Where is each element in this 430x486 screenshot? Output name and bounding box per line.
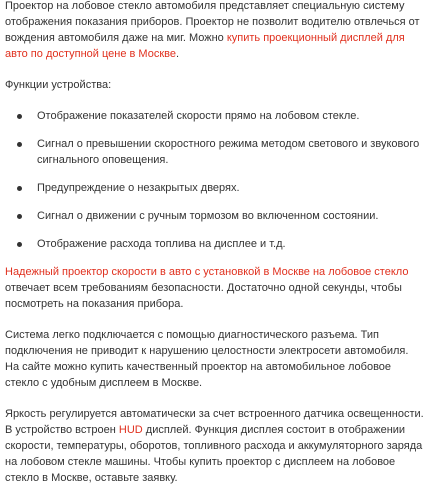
features-list bbox=[5, 108, 425, 252]
buy-projection-display-link[interactable]: купить проекционный дисплей для авто по доступной цене в Москве bbox=[5, 32, 405, 60]
bullet-icon bbox=[17, 186, 22, 191]
functions-heading: Функции устройства: bbox=[5, 79, 112, 91]
brightness-paragraph bbox=[5, 406, 425, 486]
list-item bbox=[5, 180, 425, 196]
intro-paragraph bbox=[5, 0, 425, 62]
feature-text: Отображение расхода топлива на дисплее и т.д. bbox=[37, 238, 286, 250]
list-item bbox=[5, 108, 425, 124]
intro-text: Проектор на лобовое стекло автомобиля представляет специальную систему отображения показания приборов. Проектор не позволит водителю отвлечься от вождения автомобиля даже на миг. Можно bbox=[5, 0, 420, 44]
feature-text: Сигнал о движении с ручным тормозом во включенном состоянии. bbox=[37, 210, 379, 222]
feature-text: Сигнал о превышении скоростного режима методом светового и звукового сигнального оповещения. bbox=[37, 138, 420, 166]
list-item bbox=[5, 136, 425, 168]
bullet-icon bbox=[17, 242, 22, 247]
bullet-icon bbox=[17, 214, 22, 219]
list-item bbox=[5, 208, 425, 224]
bullet-icon bbox=[17, 114, 22, 119]
reliability-paragraph bbox=[5, 264, 425, 312]
feature-text: Отображение показателей скорости прямо на лобовом стекле. bbox=[37, 110, 360, 122]
hud-label: HUD bbox=[118, 424, 143, 436]
feature-text: Предупреждение о незакрытых дверях. bbox=[37, 182, 240, 194]
bullet-icon bbox=[17, 142, 22, 147]
brightness-text-before: Яркость регулируется автоматически за счет встроенного датчика освещенности. В устройство встроен bbox=[5, 408, 424, 436]
reliability-text: отвечает всем требованиям безопасности. Достаточно одной секунды, чтобы посмотреть на показания прибора. bbox=[5, 282, 402, 310]
reliable-projector-link[interactable]: Надежный проектор скорости в авто с установкой в Москве на лобовое стекло bbox=[5, 266, 409, 278]
brightness-text-after: дисплей. Функция дисплея состоит в отображении скорости, температуры, оборотов, топливного расхода и аккумуляторного заряда на лобовом стекле машины. Чтобы купить проектор с дисплеем на лобовое стекло в Москве, оставьте заявку. bbox=[5, 424, 423, 484]
connection-paragraph: Система легко подключается с помощью диагностического разъема. Тип подключения не приводит к нарушению целостности электросети автомобиля. На сайте можно купить качественный проектор на автомобильное лобовое стекло с удобным дисплеем в Москве. bbox=[5, 329, 409, 389]
intro-end: . bbox=[175, 48, 180, 60]
list-item bbox=[5, 236, 425, 252]
